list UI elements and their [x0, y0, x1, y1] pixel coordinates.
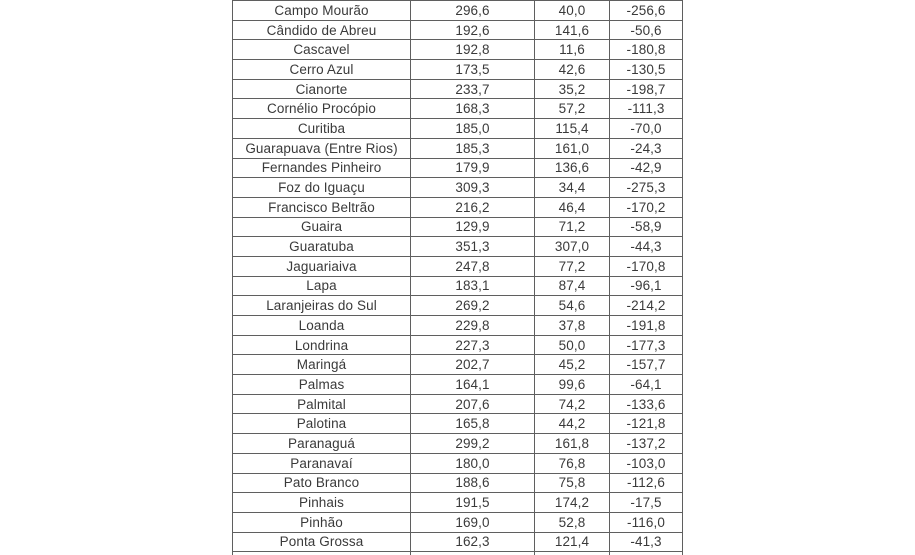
value-cell: 164,1 — [411, 375, 535, 395]
value-cell: 227,3 — [411, 335, 535, 355]
data-table-container — [232, 0, 684, 555]
value-cell: 192,8 — [411, 40, 535, 60]
value-cell: -112,6 — [610, 473, 683, 493]
value-cell: 141,6 — [535, 20, 610, 40]
city-cell: Pinhão — [233, 512, 411, 532]
table-row — [233, 256, 683, 276]
city-cell: Guarapuava (Entre Rios) — [233, 138, 411, 158]
value-cell: 161,0 — [535, 138, 610, 158]
table-row — [233, 60, 683, 80]
value-cell: 71,2 — [535, 217, 610, 237]
table-row — [233, 119, 683, 139]
city-cell: Laranjeiras do Sul — [233, 296, 411, 316]
city-cell: Fernandes Pinheiro — [233, 158, 411, 178]
value-cell: -96,1 — [610, 276, 683, 296]
value-cell: 162,3 — [411, 532, 535, 552]
value-cell: -256,6 — [610, 1, 683, 21]
city-cell: Cascavel — [233, 40, 411, 60]
value-cell: -116,0 — [610, 512, 683, 532]
value-cell: 11,6 — [535, 40, 610, 60]
value-cell: -214,2 — [610, 296, 683, 316]
value-cell: -180,8 — [610, 40, 683, 60]
value-cell: -58,9 — [610, 217, 683, 237]
table-row — [233, 512, 683, 532]
city-cell: Jaguariaiva — [233, 256, 411, 276]
value-cell: -103,0 — [610, 453, 683, 473]
table-row — [233, 1, 683, 21]
value-cell: -41,3 — [610, 532, 683, 552]
value-cell: 46,4 — [535, 197, 610, 217]
city-cell: Pinhais — [233, 493, 411, 513]
value-cell: 192,6 — [411, 20, 535, 40]
city-cell: Pato Branco — [233, 473, 411, 493]
data-table-body — [233, 1, 683, 555]
value-cell: 129,9 — [411, 217, 535, 237]
table-row — [233, 178, 683, 198]
table-row — [233, 276, 683, 296]
value-cell: -157,7 — [610, 355, 683, 375]
value-cell: 44,2 — [535, 414, 610, 434]
table-row — [233, 394, 683, 414]
value-cell: -111,3 — [610, 99, 683, 119]
city-cell: Londrina — [233, 335, 411, 355]
city-cell: Paranavaí — [233, 453, 411, 473]
value-cell: 202,7 — [411, 355, 535, 375]
city-cell: Ponta Grossa — [233, 532, 411, 552]
value-cell: 136,6 — [535, 158, 610, 178]
value-cell: 180,0 — [411, 453, 535, 473]
value-cell: 183,1 — [411, 276, 535, 296]
table-row — [233, 296, 683, 316]
value-cell: 173,5 — [411, 60, 535, 80]
value-cell: 45,2 — [535, 355, 610, 375]
city-cell: Maringá — [233, 355, 411, 375]
table-row — [233, 335, 683, 355]
value-cell: 207,6 — [411, 394, 535, 414]
value-cell: 37,8 — [535, 316, 610, 336]
value-cell: 75,8 — [535, 473, 610, 493]
city-cell: Palotina — [233, 414, 411, 434]
table-row — [233, 453, 683, 473]
value-cell: 216,2 — [411, 197, 535, 217]
value-cell: 229,8 — [411, 316, 535, 336]
value-cell: 40,0 — [535, 1, 610, 21]
value-cell: -121,8 — [610, 414, 683, 434]
value-cell: 165,8 — [411, 414, 535, 434]
value-cell: -177,3 — [610, 335, 683, 355]
city-cell: Campo Mourão — [233, 1, 411, 21]
value-cell: -44,3 — [610, 237, 683, 257]
value-cell: 54,6 — [535, 296, 610, 316]
value-cell: 52,8 — [535, 512, 610, 532]
table-row — [233, 20, 683, 40]
table-row — [233, 473, 683, 493]
value-cell: 296,6 — [411, 1, 535, 21]
value-cell: 42,6 — [535, 60, 610, 80]
value-cell: 351,3 — [411, 237, 535, 257]
city-cell: Cornélio Procópio — [233, 99, 411, 119]
value-cell: 309,3 — [411, 178, 535, 198]
table-row — [233, 158, 683, 178]
city-cell: Lapa — [233, 276, 411, 296]
city-cell: Cerro Azul — [233, 60, 411, 80]
value-cell: 188,6 — [411, 473, 535, 493]
table-row — [233, 99, 683, 119]
value-cell: -24,3 — [610, 138, 683, 158]
city-cell: Francisco Beltrão — [233, 197, 411, 217]
table-row — [233, 316, 683, 336]
value-cell: -64,1 — [610, 375, 683, 395]
city-cell: Palmital — [233, 394, 411, 414]
value-cell: 161,8 — [535, 434, 610, 454]
city-cell: Foz do Iguaçu — [233, 178, 411, 198]
value-cell: -70,0 — [610, 119, 683, 139]
value-cell: 115,4 — [535, 119, 610, 139]
city-cell: Guaira — [233, 217, 411, 237]
value-cell: 50,0 — [535, 335, 610, 355]
value-cell: 174,2 — [535, 493, 610, 513]
city-cell: Guaratuba — [233, 237, 411, 257]
city-cell: Curitiba — [233, 119, 411, 139]
value-cell: 299,2 — [411, 434, 535, 454]
value-cell: 233,7 — [411, 79, 535, 99]
value-cell: -130,5 — [610, 60, 683, 80]
value-cell: 247,8 — [411, 256, 535, 276]
table-row — [233, 355, 683, 375]
table-row — [233, 237, 683, 257]
value-cell: 87,4 — [535, 276, 610, 296]
value-cell: 35,2 — [535, 79, 610, 99]
value-cell: -170,2 — [610, 197, 683, 217]
value-cell: -133,6 — [610, 394, 683, 414]
value-cell: -137,2 — [610, 434, 683, 454]
table-row — [233, 493, 683, 513]
city-cell: Palmas — [233, 375, 411, 395]
value-cell: 76,8 — [535, 453, 610, 473]
table-row — [233, 79, 683, 99]
table-row — [233, 532, 683, 552]
table-row — [233, 197, 683, 217]
value-cell: -42,9 — [610, 158, 683, 178]
value-cell: -170,8 — [610, 256, 683, 276]
value-cell: -198,7 — [610, 79, 683, 99]
city-cell: Loanda — [233, 316, 411, 336]
value-cell: 185,3 — [411, 138, 535, 158]
value-cell: 99,6 — [535, 375, 610, 395]
table-row — [233, 434, 683, 454]
value-cell: 169,0 — [411, 512, 535, 532]
value-cell: -17,5 — [610, 493, 683, 513]
value-cell: 191,5 — [411, 493, 535, 513]
table-row — [233, 40, 683, 60]
value-cell: 307,0 — [535, 237, 610, 257]
table-row — [233, 414, 683, 434]
value-cell: 121,4 — [535, 532, 610, 552]
value-cell: 168,3 — [411, 99, 535, 119]
city-cell: Cândido de Abreu — [233, 20, 411, 40]
value-cell: 57,2 — [535, 99, 610, 119]
value-cell: 185,0 — [411, 119, 535, 139]
table-row — [233, 138, 683, 158]
value-cell: 179,9 — [411, 158, 535, 178]
city-cell: Cianorte — [233, 79, 411, 99]
value-cell: 74,2 — [535, 394, 610, 414]
table-row — [233, 375, 683, 395]
value-cell: -50,6 — [610, 20, 683, 40]
value-cell: -191,8 — [610, 316, 683, 336]
city-cell: Paranaguá — [233, 434, 411, 454]
value-cell: 34,4 — [535, 178, 610, 198]
value-cell: 77,2 — [535, 256, 610, 276]
value-cell: -275,3 — [610, 178, 683, 198]
data-table — [232, 0, 683, 555]
table-row — [233, 217, 683, 237]
value-cell: 269,2 — [411, 296, 535, 316]
